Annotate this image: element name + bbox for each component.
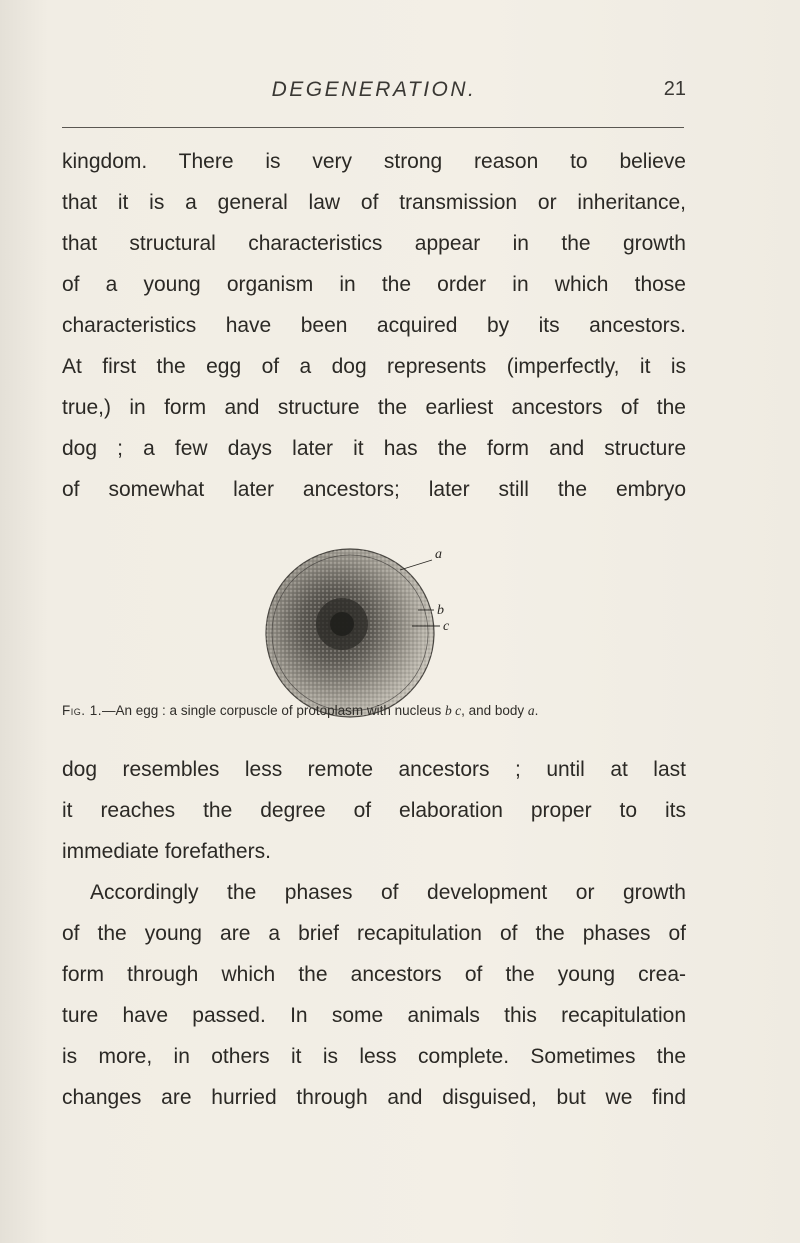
label-c: c [443,619,450,634]
caption-italic-body: a [527,703,535,718]
text-line: form through which the ancestors of the young crea- [62,963,686,986]
text-line: ture have passed. In some animals this recapitulation [62,1004,686,1027]
text-line: true,) in form and structure the earliest ancestors of the [62,396,686,419]
egg-illustration [250,538,480,723]
text-line: of a young organism in the order in which those [62,273,686,296]
text-line: of the young are a brief recapitulation of the phases of [62,922,686,945]
text-line: of somewhat later ancestors; later still the embryo [62,478,686,501]
label-line-a [400,560,432,570]
caption-text-2: , and body [461,703,525,718]
text-line: that it is a general law of transmission or inheritance, [62,191,686,214]
caption-label: Fig. 1. [62,703,103,718]
page-number: 21 [663,78,686,100]
text-line: characteristics have been acquired by its ancestors. [62,314,686,337]
caption-text: —An egg : a single corpuscle of protoplasm with nucleus [102,703,442,718]
head-rule [62,127,684,128]
text-line: it reaches the degree of elaboration proper to its [62,799,686,822]
running-title: DEGENERATION. [271,78,477,101]
text-line: At first the egg of a dog represents (imperfectly, it is [62,355,686,378]
caption-italic-nucleus: b c [444,703,462,718]
text-line: changes are hurried through and disguised, but we find [62,1086,686,1109]
text-line: is more, in others it is less complete. Sometimes the [62,1045,686,1068]
running-head [62,78,686,112]
text-line: that structural characteristics appear in the growth [62,232,686,255]
label-a: a [435,547,442,562]
text-line: dog ; a few days later it has the form and structure [62,437,686,460]
label-b: b [437,603,444,618]
text-line: Accordingly the phases of development or growth [90,881,686,904]
figure-caption [62,703,686,719]
nucleolus [330,612,354,636]
text-line: dog resembles less remote ancestors ; until at last [62,758,686,781]
egg-figure [250,538,480,723]
text-line: kingdom. There is very strong reason to believe [62,150,686,173]
caption-text-3: . [534,703,539,718]
text-line: immediate forefathers. [62,840,271,863]
